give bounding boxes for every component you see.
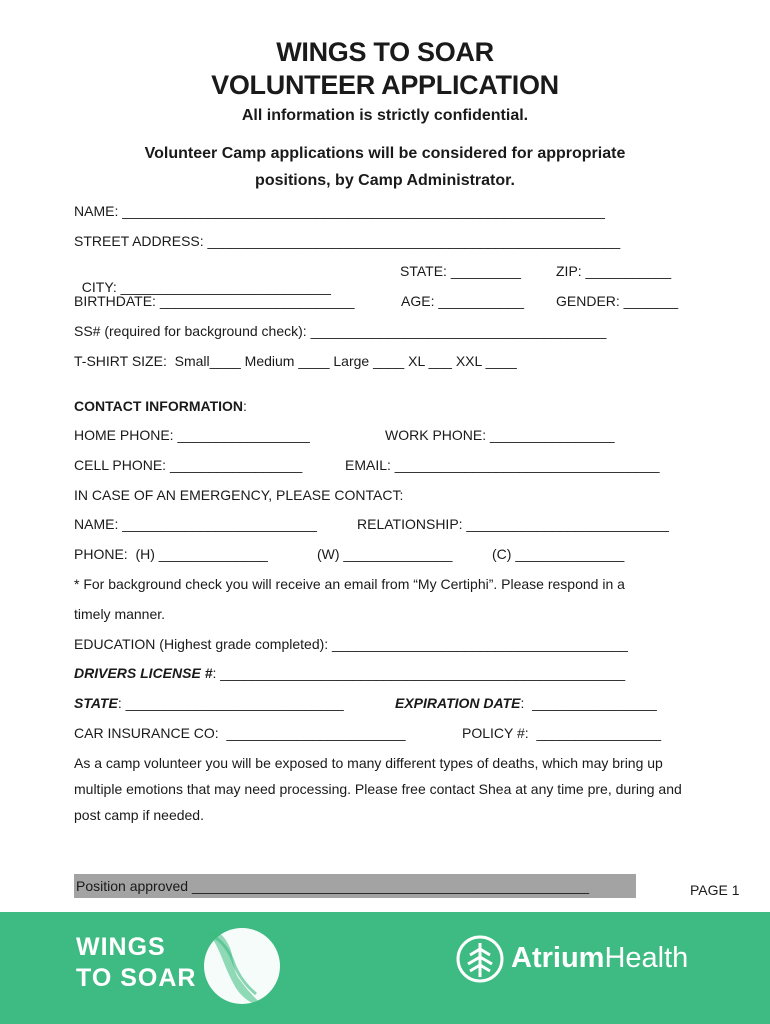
atrium-wordmark-bold: Atrium	[511, 942, 605, 974]
relationship-field[interactable]: RELATIONSHIP: __________________________	[357, 516, 669, 532]
wings-logo-line-1: WINGS	[76, 933, 166, 961]
confidential-note: All information is strictly confidential.	[241, 107, 529, 124]
license-state-label: STATE	[74, 695, 118, 711]
application-note	[0, 140, 770, 194]
license-state-line[interactable]: : ____________________________	[117, 695, 344, 711]
atrium-health-logo-icon	[456, 935, 504, 983]
age-field[interactable]: AGE: ___________	[401, 293, 524, 309]
city-field[interactable]: CITY: ___________________________	[81, 279, 331, 295]
birthdate-field[interactable]: BIRTHDATE: _________________________	[74, 293, 355, 309]
background-check-note-line-2: timely manner.	[74, 606, 166, 622]
emergency-contact-label: IN CASE OF AN EMERGENCY, PLEASE CONTACT:	[74, 487, 404, 503]
bird-logo-icon	[196, 918, 288, 1012]
page-number: PAGE 1	[690, 882, 740, 898]
work-phone-field[interactable]: WORK PHONE: ________________	[385, 427, 615, 443]
atrium-wordmark-light: Health	[604, 942, 689, 974]
expiration-date-line[interactable]: : ________________	[520, 695, 657, 711]
contact-heading-label: CONTACT INFORMATION	[74, 398, 244, 414]
contact-heading-colon: :	[243, 398, 247, 414]
title-line-2: VOLUNTEER APPLICATION	[211, 70, 559, 100]
state-field[interactable]: STATE: _________	[400, 263, 521, 279]
emergency-name-field[interactable]: NAME: _________________________	[74, 516, 317, 532]
application-note-line-1: Volunteer Camp applications will be considered for appropriate	[144, 145, 626, 162]
drivers-license-label: DRIVERS LICENSE #	[74, 665, 213, 681]
expiration-date-field[interactable]	[395, 695, 657, 711]
home-phone-field[interactable]: HOME PHONE: _________________	[74, 427, 310, 443]
expiration-date-label: EXPIRATION DATE	[395, 695, 521, 711]
name-field[interactable]: NAME: ______________________________________________________________	[74, 203, 605, 219]
application-note-line-2: positions, by Camp Administrator.	[255, 172, 515, 189]
exposure-note: As a camp volunteer you will be exposed to many different types of deaths, which may bring up multiple emotions that may need processing. Please free contact Shea at any time pre, during and post camp if needed.	[74, 755, 682, 823]
email-field[interactable]: EMAIL: __________________________________	[345, 457, 660, 473]
city-state-zip-row	[74, 263, 331, 295]
zip-field[interactable]: ZIP: ___________	[556, 263, 672, 279]
ss-field[interactable]: SS# (required for background check): ______________________________________	[74, 323, 607, 339]
car-insurance-field[interactable]: CAR INSURANCE CO: _______________________	[74, 725, 406, 741]
wings-to-soar-logo-text	[76, 932, 196, 994]
phone-cell-field[interactable]: (C) ______________	[492, 546, 625, 562]
phone-work-field[interactable]: (W) ______________	[317, 546, 453, 562]
street-address-field[interactable]: STREET ADDRESS: _____________________________________________________	[74, 233, 621, 249]
phone-home-field[interactable]: PHONE: (H) ______________	[74, 546, 268, 562]
education-field[interactable]: EDUCATION (Highest grade completed): ______________________________________	[74, 636, 628, 652]
tshirt-size-field[interactable]: T-SHIRT SIZE: Small____ Medium ____ Large ____ XL ___ XXL ____	[74, 353, 517, 369]
title-line-1: WINGS TO SOAR	[276, 37, 494, 67]
license-state-field[interactable]	[74, 695, 344, 711]
position-approved-field[interactable]: Position approved ___________________________________________________	[76, 878, 590, 894]
wings-logo-line-2: TO SOAR	[76, 964, 197, 992]
gender-field[interactable]: GENDER: _______	[556, 293, 679, 309]
drivers-license-field[interactable]	[74, 665, 625, 681]
cell-phone-field[interactable]: CELL PHONE: _________________	[74, 457, 303, 473]
policy-number-field[interactable]: POLICY #: ________________	[462, 725, 662, 741]
contact-heading	[74, 398, 247, 414]
atrium-health-wordmark	[511, 942, 688, 975]
background-check-note-line-1: * For background check you will receive an email from “My Certiphi”. Please respond in a	[74, 576, 625, 592]
drivers-license-line[interactable]: : ____________________________________________________	[212, 665, 626, 681]
